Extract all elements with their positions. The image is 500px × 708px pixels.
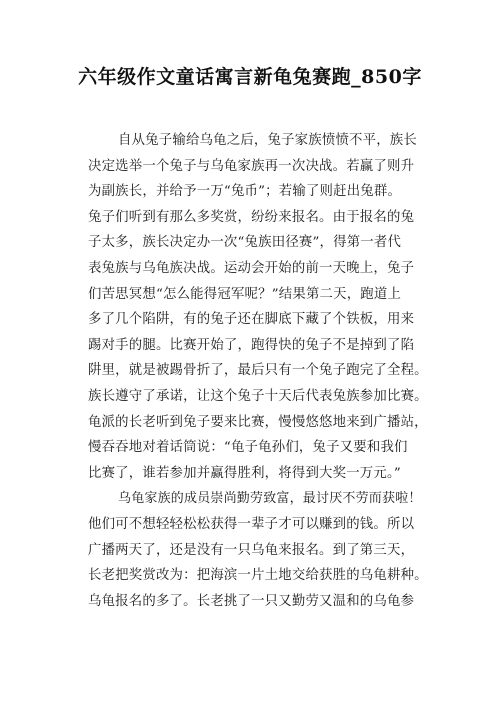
text-line: 踢对手的腿。比赛开始了，跑得快的兔子不是掉到了陷 [88, 337, 415, 353]
text-line: 自从兔子输给乌龟之后，兔子家族愤愤不平，族长 [118, 133, 417, 148]
document-title: 六年级作文童话寓言新龟兔赛跑_850字 [78, 66, 422, 88]
text-line: 兔子们听到有那么多奖赏，纷纷来报名。由于报名的兔 [88, 209, 415, 225]
text-line: 比赛了，谁若参加并赢得胜利，将得到大奖一万元。” [88, 465, 401, 481]
text-line: 他们可不想轻轻松松获得一辈子才可以赚到的钱。所以 [88, 516, 415, 532]
text-line: 子太多，族长决定办一次“兔族田径赛”，得第一者代 [88, 235, 402, 251]
text-line: 阱里，就是被踢骨折了，最后只有一个兔子跑完了全程。 [88, 363, 428, 379]
text-line: 长老把奖赏改为：把海滨一片土地交给获胜的乌龟耕种。 [88, 568, 428, 584]
text-line: 表兔族与乌龟族决战。运动会开始的前一天晚上，兔子 [88, 260, 415, 276]
text-line: 族长遵守了承诺，让这个兔子十天后代表兔族参加比赛。 [88, 388, 428, 404]
text-line: 决定选举一个兔子与乌龟家族再一次决战。若赢了则升 [88, 158, 415, 174]
text-line: 龟派的长老听到兔子要来比赛，慢慢悠悠地来到广播站， [88, 414, 428, 430]
text-line: 广播两天了，还是没有一只乌龟来报名。到了第三天， [88, 542, 415, 558]
text-line: 们苦思冥想“怎么能得冠军呢？”结果第二天，跑道上 [88, 286, 402, 302]
text-line: 乌龟报名的多了。长老挑了一只又勤劳又温和的乌龟参 [88, 593, 415, 609]
document-body [88, 128, 428, 614]
text-line: 慢吞吞地对着话筒说：“龟子龟孙们，兔子又要和我们 [88, 440, 408, 456]
text-line: 多了几个陷阱，有的兔子还在脚底下藏了个铁板，用来 [88, 312, 415, 328]
text-line: 乌龟家族的成员崇尚勤劳致富，最讨厌不劳而获啦！ [118, 491, 422, 507]
text-line: 为副族长，并给予一万“兔币”；若输了则赶出兔群。 [88, 184, 402, 200]
